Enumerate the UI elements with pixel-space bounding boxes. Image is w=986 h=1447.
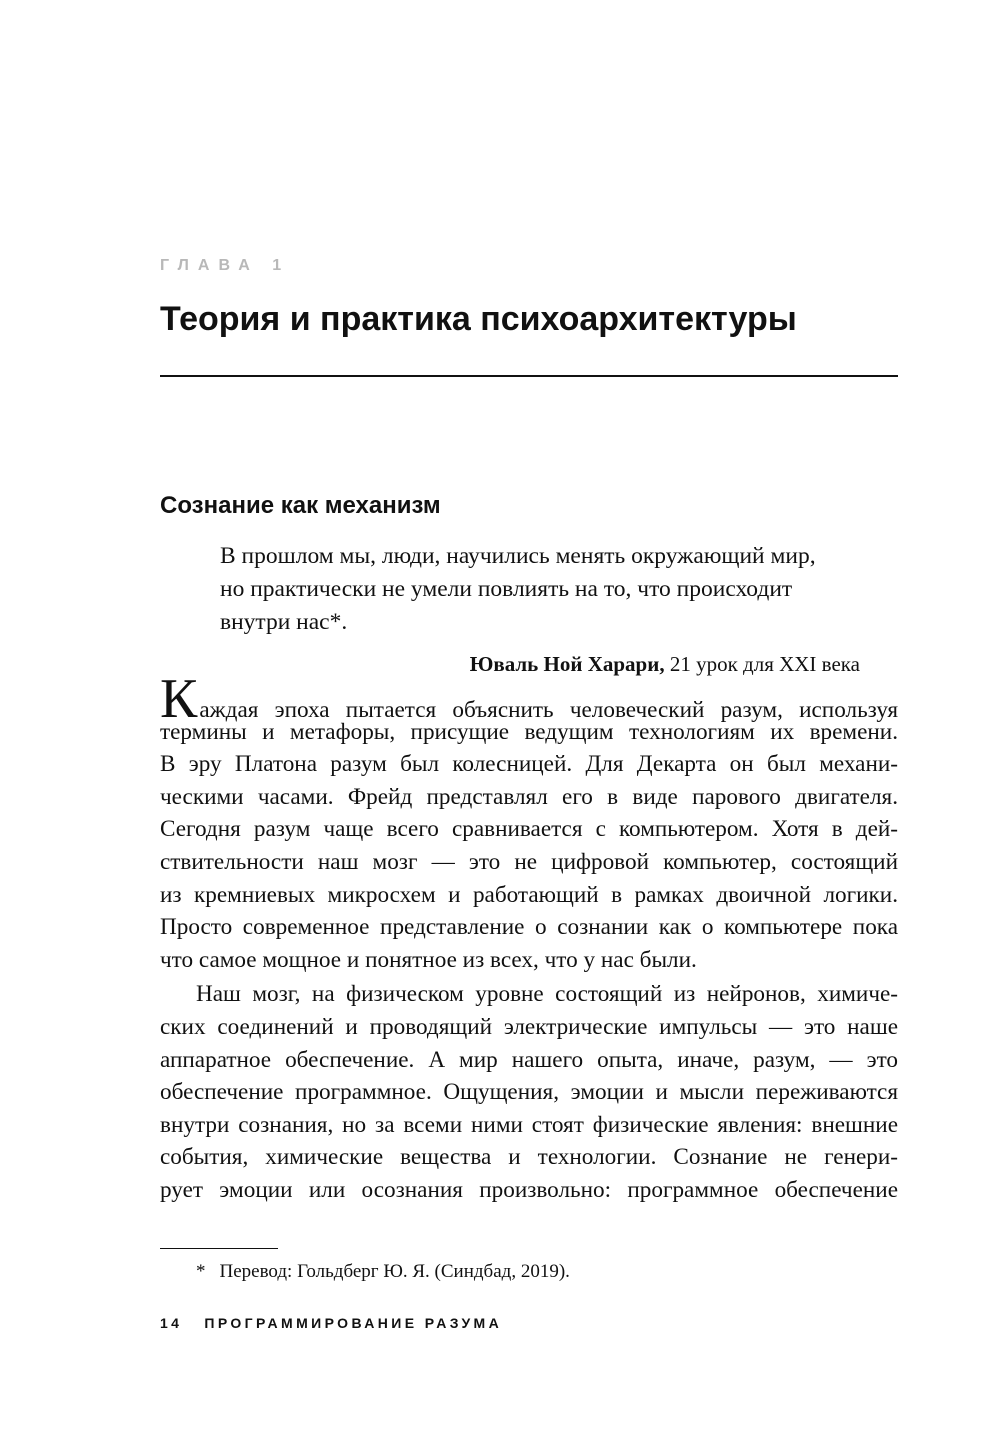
text-line: Просто современное представление о сознании как о компьютере пока <box>160 914 898 941</box>
text-line: ческими часами. Фрейд представлял его в виде парового двигателя. <box>160 783 898 810</box>
text-line: Наш мозг, на физическом уровне состоящий из нейронов, химиче- <box>196 981 898 1008</box>
epigraph-attribution <box>440 650 860 678</box>
text-line: рует эмоции или осознания произвольно: программное обеспечение <box>160 1176 898 1203</box>
text-line: события, химические вещества и технологии. Сознание не генери- <box>160 1144 898 1171</box>
page-number: 14 <box>160 1315 183 1331</box>
text-line: аппаратное обеспечение. А мир нашего опыта, иначе, разум, — это <box>160 1046 898 1073</box>
paragraph-2 <box>160 978 898 1206</box>
paragraph-1 <box>160 668 898 976</box>
epigraph-line: но практически не умели повлиять на то, что происходит <box>220 576 793 602</box>
page-footer <box>160 1315 502 1331</box>
footnote <box>196 1259 570 1285</box>
text-line: ствительности наш мозг — это не цифровой компьютер, состоящий <box>160 848 898 875</box>
epigraph-line: В прошлом мы, люди, научились менять окружающий мир, <box>220 543 816 569</box>
text-line-content: аждая эпоха пытается объяснить человеческий разум, используя <box>199 697 898 723</box>
chapter-title: Теория и практика психоархитектуры <box>160 300 797 338</box>
text-line: обеспечение программное. Ощущения, эмоции и мысли переживаются <box>160 1079 898 1106</box>
text-line: внутри сознания, но за всеми ними стоят физические явления: внешние <box>160 1111 898 1138</box>
epigraph-author: Юваль Ной Харари, <box>469 652 665 676</box>
drop-cap: К <box>160 668 198 730</box>
footnote-mark: * <box>196 1261 206 1282</box>
section-heading: Сознание как механизм <box>160 492 441 519</box>
footnote-divider <box>160 1248 278 1249</box>
text-line: Сегодня разум чаще всего сравнивается с компьютером. Хотя в дей- <box>160 816 898 843</box>
running-title: ПРОГРАММИРОВАНИЕ РАЗУМА <box>204 1315 503 1331</box>
text-line: В эру Платона разум был колесницей. Для Декарта он был механи- <box>160 751 898 778</box>
text-line: термины и метафоры, присущие ведущим технологиям их времени. <box>160 718 898 745</box>
text-line: ских соединений и проводящий электрические импульсы — это наше <box>160 1013 898 1040</box>
text-line: из кремниевых микросхем и работающий в рамках двоичной логики. <box>160 881 898 908</box>
epigraph-source: 21 урок для XXI века <box>664 652 860 676</box>
footnote-text: Перевод: Гольдберг Ю. Я. (Синдбад, 2019). <box>219 1261 570 1282</box>
body-text <box>160 668 898 1207</box>
epigraph <box>220 540 870 639</box>
text-line: что самое мощное и понятное из всех, что у нас были. <box>160 946 697 973</box>
chapter-label: ГЛАВА 1 <box>160 257 291 274</box>
epigraph-line: внутри нас*. <box>220 609 348 635</box>
text-line <box>160 668 898 730</box>
title-divider <box>160 375 898 377</box>
